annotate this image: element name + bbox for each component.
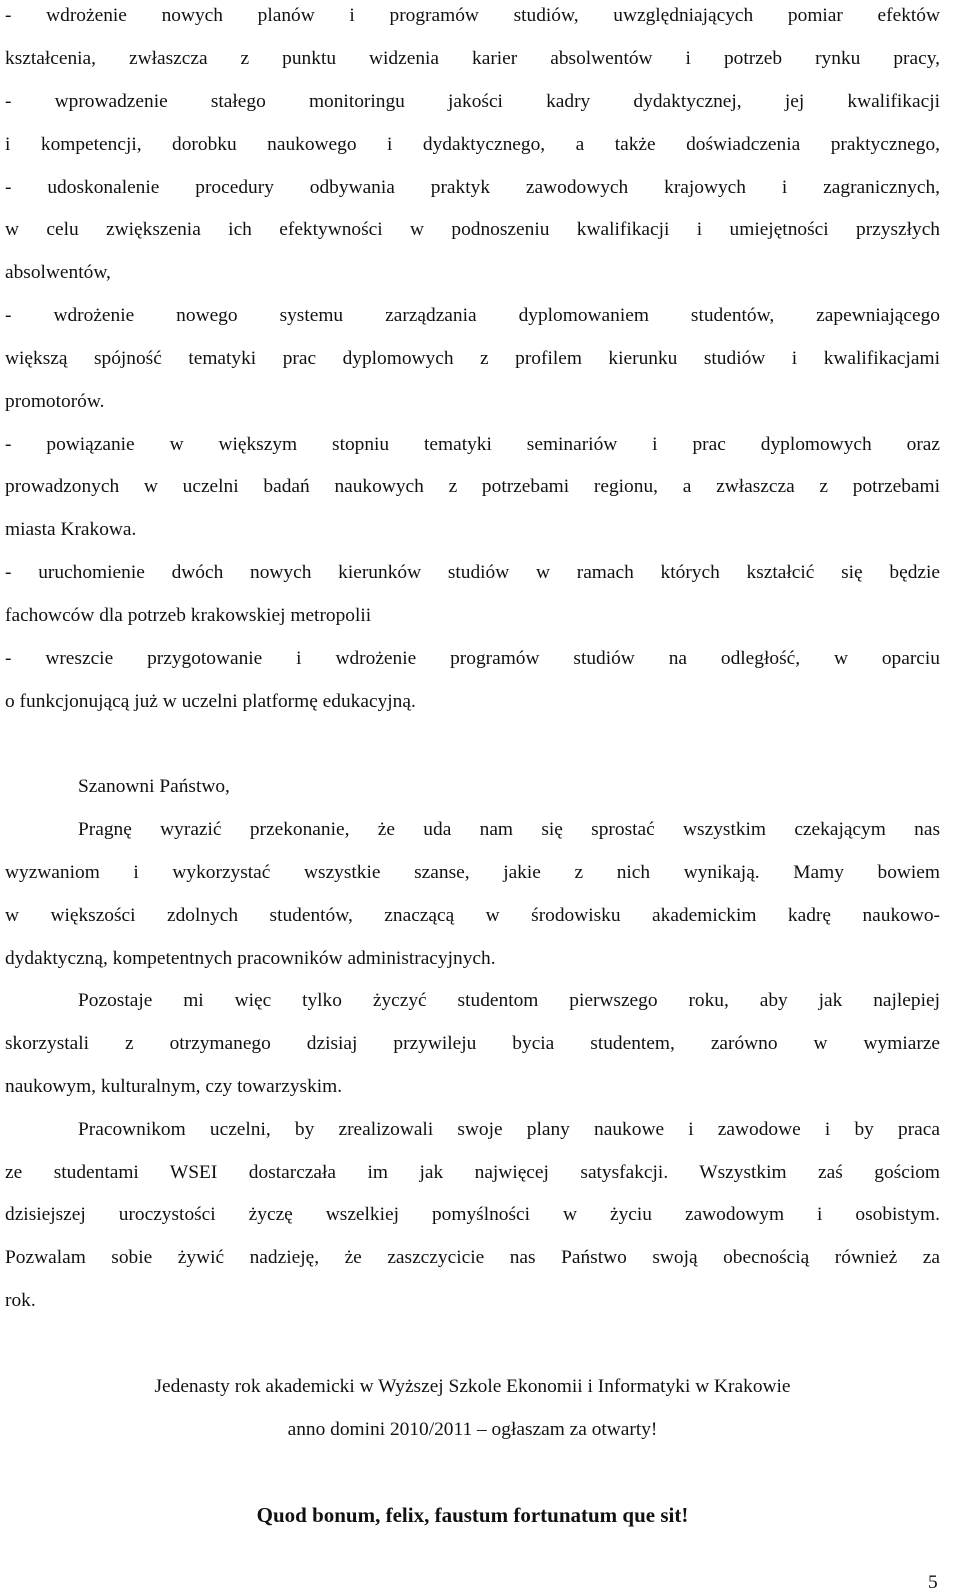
closing-line: Jedenasty rok akademicki w Wyższej Szkole Ekonomii i Informatyki w Krakowie bbox=[154, 1376, 791, 1397]
text-line: Pragnę wyrazić przekonanie, że uda nam się sprostać wszystkim czekającym nas bbox=[78, 819, 940, 840]
text-line: naukowym, kulturalnym, czy towarzyskim. bbox=[5, 1076, 343, 1097]
text-line: Pozostaje mi więc tylko życzyć studentom pierwszego roku, aby jak najlepiej bbox=[78, 990, 940, 1011]
text-line: absolwentów, bbox=[5, 262, 111, 283]
text-line: ze studentami WSEI dostarczała im jak najwięcej satysfakcji. Wszystkim zaś gościom bbox=[5, 1162, 940, 1183]
text-line: - powiązanie w większym stopniu tematyki seminariów i prac dyplomowych oraz bbox=[5, 434, 940, 455]
text-line: - wdrożenie nowego systemu zarządzania dyplomowaniem studentów, zapewniającego bbox=[5, 305, 940, 326]
text-line: większą spójność tematyki prac dyplomowych z profilem kierunku studiów i kwalifikacjami bbox=[5, 348, 940, 369]
text-line: w celu zwiększenia ich efektywności w podnoszeniu kwalifikacji i umiejętności przyszłych bbox=[5, 219, 940, 240]
salutation: Szanowni Państwo, bbox=[78, 776, 230, 797]
text-line: - udoskonalenie procedury odbywania praktyk zawodowych krajowych i zagranicznych, bbox=[5, 177, 940, 198]
text-line: dzisiejszej uroczystości życzę wszelkiej pomyślności w życiu zawodowym i osobistym. bbox=[5, 1204, 940, 1225]
text-line: o funkcjonującą już w uczelni platformę edukacyjną. bbox=[5, 691, 416, 712]
text-line: rok. bbox=[5, 1290, 36, 1311]
text-line: i kompetencji, dorobku naukowego i dydaktycznego, a także doświadczenia praktycznego, bbox=[5, 134, 940, 155]
text-line: Pozwalam sobie żywić nadzieję, że zaszczycicie nas Państwo swoją obecnością również za bbox=[5, 1247, 940, 1268]
text-line: wyzwaniom i wykorzystać wszystkie szanse, jakie z nich wynikają. Mamy bowiem bbox=[5, 862, 940, 883]
text-line: w większości zdolnych studentów, znaczącą w środowisku akademickim kadrę naukowo- bbox=[5, 905, 940, 926]
text-line: - uruchomienie dwóch nowych kierunków studiów w ramach których kształcić się będzie bbox=[5, 562, 940, 583]
text-line: kształcenia, zwłaszcza z punktu widzenia karier absolwentów i potrzeb rynku pracy, bbox=[5, 48, 940, 69]
text-line: - wprowadzenie stałego monitoringu jakości kadry dydaktycznej, jej kwalifikacji bbox=[5, 91, 940, 112]
page-number: 5 bbox=[928, 1572, 938, 1593]
motto: Quod bonum, felix, faustum fortunatum que sit! bbox=[256, 1503, 689, 1527]
closing-line: anno domini 2010/2011 – ogłaszam za otwarty! bbox=[287, 1419, 658, 1440]
text-line: Pracownikom uczelni, by zrealizowali swoje plany naukowe i zawodowe i by praca bbox=[78, 1119, 940, 1140]
text-line: miasta Krakowa. bbox=[5, 519, 137, 540]
text-line: promotorów. bbox=[5, 391, 105, 412]
text-line: - wdrożenie nowych planów i programów studiów, uwzględniających pomiar efektów bbox=[5, 5, 940, 26]
text-line: skorzystali z otrzymanego dzisiaj przywileju bycia studentem, zarówno w wymiarze bbox=[5, 1033, 940, 1054]
text-line: prowadzonych w uczelni badań naukowych z potrzebami regionu, a zwłaszcza z potrzebami bbox=[5, 476, 940, 497]
text-line: fachowców dla potrzeb krakowskiej metropolii bbox=[5, 605, 372, 626]
text-line: - wreszcie przygotowanie i wdrożenie programów studiów na odległość, w oparciu bbox=[5, 648, 940, 669]
text-line: dydaktyczną, kompetentnych pracowników administracyjnych. bbox=[5, 948, 496, 969]
